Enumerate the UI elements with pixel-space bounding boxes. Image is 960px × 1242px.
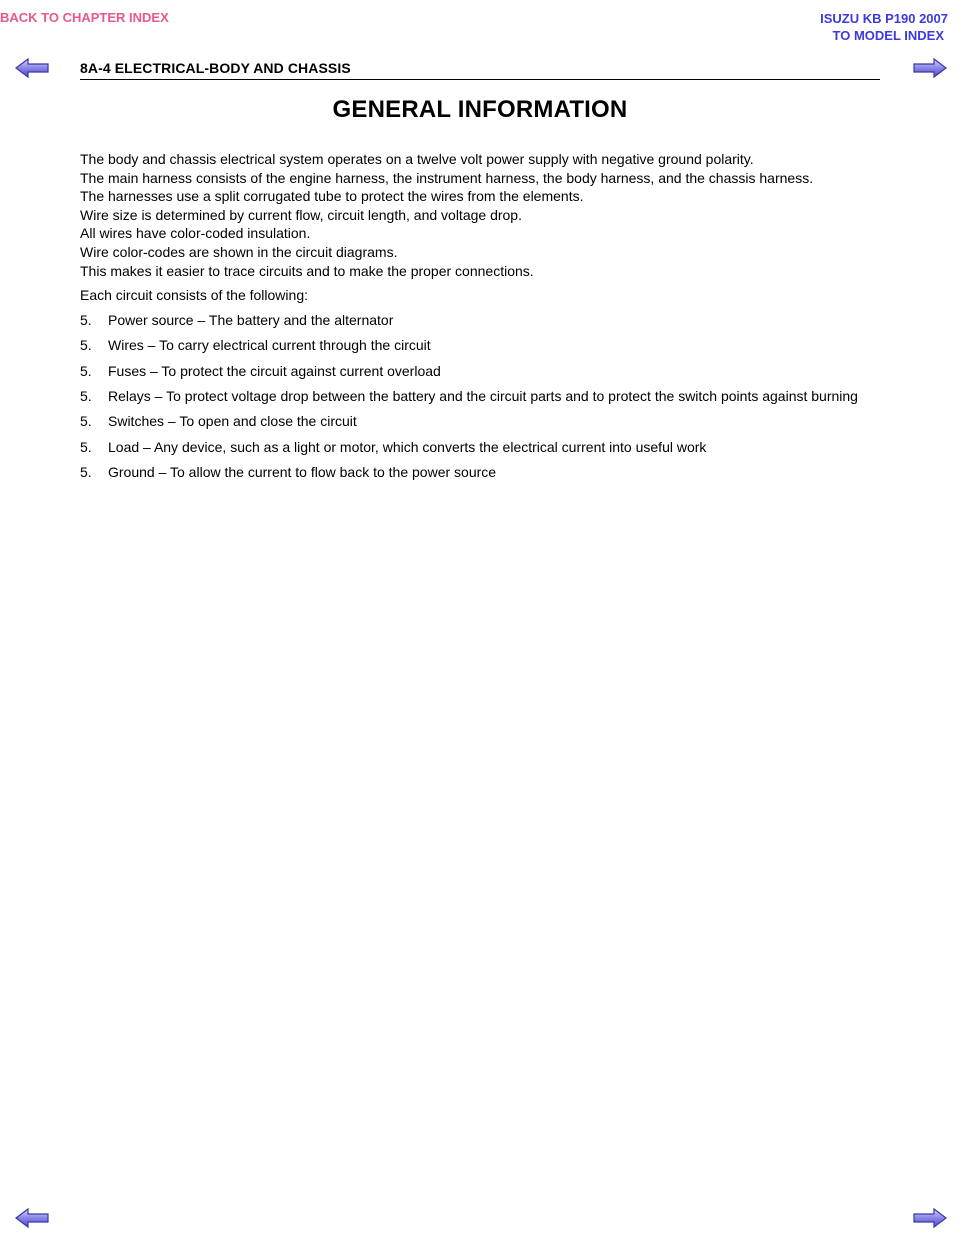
back-to-chapter-index-link[interactable]: BACK TO CHAPTER INDEX bbox=[0, 10, 169, 25]
list-item bbox=[80, 360, 880, 382]
list-item-text: Fuses – To protect the circuit against current overload bbox=[108, 362, 441, 379]
main-content bbox=[80, 150, 880, 486]
next-page-arrow-top[interactable] bbox=[910, 56, 948, 80]
list-item bbox=[80, 410, 880, 432]
intro-line: The harnesses use a split corrugated tube to protect the wires from the elements. bbox=[80, 188, 584, 205]
list-item-text: Ground – To allow the current to flow back to the power source bbox=[108, 464, 497, 481]
list-item-text: Switches – To open and close the circuit bbox=[108, 413, 357, 430]
intro-line: Wire size is determined by current flow, circuit length, and voltage drop. bbox=[80, 206, 522, 223]
arrow-right-icon bbox=[910, 56, 948, 80]
list-item-number: 5. bbox=[80, 337, 92, 354]
list-item-number: 5. bbox=[80, 438, 92, 455]
next-page-arrow-bottom[interactable] bbox=[910, 1206, 948, 1230]
list-item-number: 5. bbox=[80, 362, 92, 379]
list-item-text: Wires – To carry electrical current through the circuit bbox=[108, 337, 431, 354]
list-item bbox=[80, 461, 880, 483]
model-title-link[interactable]: ISUZU KB P190 2007 bbox=[820, 11, 948, 26]
model-nav bbox=[820, 10, 948, 44]
list-item-text: Relays – To protect voltage drop between the battery and the circuit parts and to protect the switch points against burning bbox=[108, 387, 858, 404]
intro-line: The main harness consists of the engine harness, the instrument harness, the body harness, and the chassis harness. bbox=[80, 169, 814, 186]
intro-line: Wire color-codes are shown in the circuit diagrams. bbox=[80, 243, 398, 260]
page-title: GENERAL INFORMATION bbox=[332, 96, 628, 123]
list-item-number: 5. bbox=[80, 387, 92, 404]
list-item bbox=[80, 436, 880, 458]
arrow-left-icon bbox=[14, 1206, 52, 1230]
intro-line: This makes it easier to trace circuits and to make the proper connections. bbox=[80, 262, 534, 279]
list-item-number: 5. bbox=[80, 413, 92, 430]
intro-line: The body and chassis electrical system operates on a twelve volt power supply with negative ground polarity. bbox=[80, 151, 754, 167]
list-item bbox=[80, 334, 880, 356]
prev-page-arrow-top[interactable] bbox=[14, 56, 52, 80]
arrow-left-icon bbox=[14, 56, 52, 80]
arrow-right-icon bbox=[910, 1206, 948, 1230]
list-intro: Each circuit consists of the following: bbox=[80, 287, 308, 304]
list-item-text: Power source – The battery and the alternator bbox=[108, 311, 394, 328]
list-item bbox=[80, 385, 880, 407]
intro-paragraph bbox=[80, 150, 880, 280]
circuit-list bbox=[80, 309, 880, 483]
section-header: 8A-4 ELECTRICAL-BODY AND CHASSIS bbox=[80, 60, 351, 76]
list-item bbox=[80, 309, 880, 331]
list-item-number: 5. bbox=[80, 311, 92, 328]
list-item-text: Load – Any device, such as a light or motor, which converts the electrical current into useful work bbox=[108, 438, 707, 455]
list-item-number: 5. bbox=[80, 464, 92, 481]
to-model-index-link[interactable]: TO MODEL INDEX bbox=[832, 28, 944, 43]
intro-line: All wires have color-coded insulation. bbox=[80, 225, 311, 242]
page-header bbox=[80, 60, 880, 80]
prev-page-arrow-bottom[interactable] bbox=[14, 1206, 52, 1230]
